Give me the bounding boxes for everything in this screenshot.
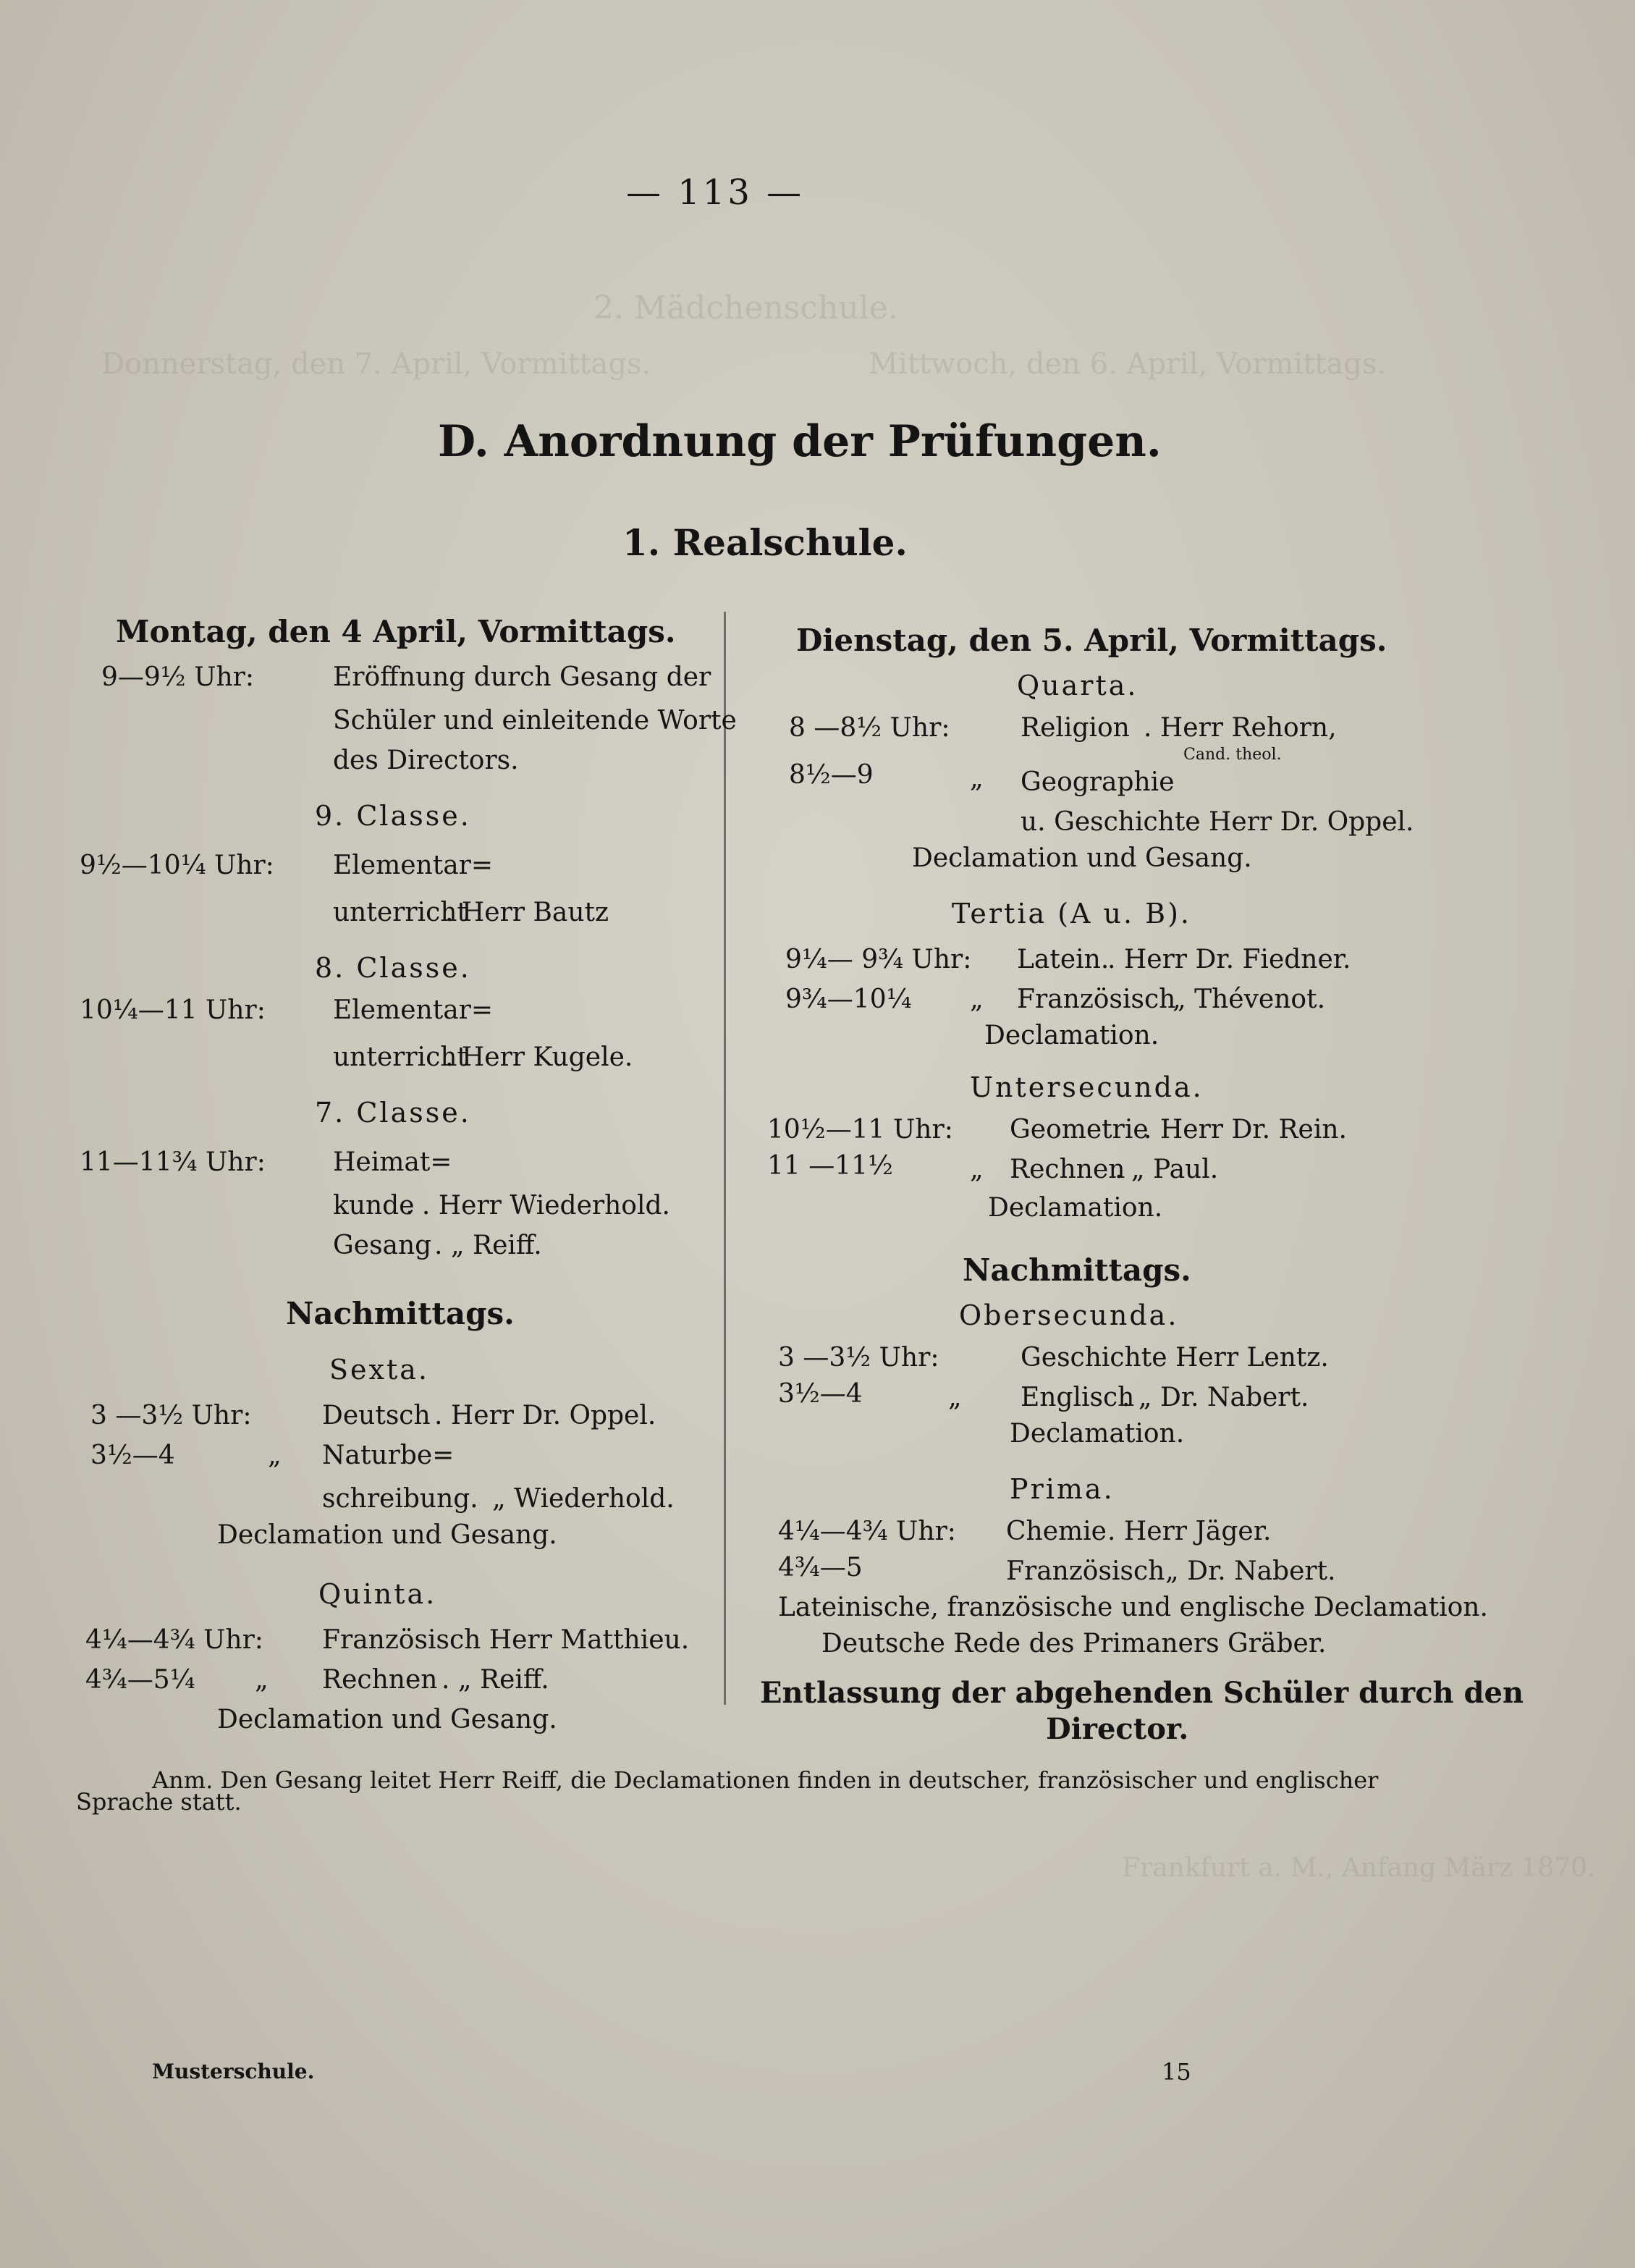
declamation: Declamation. <box>984 1021 1159 1050</box>
teacher: „ Dr. Nabert. <box>1165 1556 1336 1586</box>
teacher: . Herr Jäger. <box>1107 1517 1272 1546</box>
class-heading-7: 7. Classe. <box>315 1097 471 1129</box>
class-heading-untersecunda: Untersecunda. <box>970 1071 1204 1103</box>
time-label: 9¾—10¼ <box>785 985 912 1014</box>
class-heading-8: 8. Classe. <box>315 952 471 984</box>
bleed-through-text: Mittwoch, den 6. April, Vormittags. <box>869 347 1387 381</box>
opening-text: Eröffnung durch Gesang der <box>333 662 711 692</box>
teacher: . „ Paul. <box>1115 1155 1219 1184</box>
class-heading-prima: Prima. <box>1010 1473 1115 1505</box>
subject: Heimat= <box>333 1147 452 1177</box>
time-label: 4¾—5 <box>778 1553 863 1582</box>
page-title: D. Anordnung der Prüfungen. <box>438 416 1162 467</box>
teacher: . . Herr Wiederhold. <box>405 1191 670 1221</box>
time-label: 11—11¾ Uhr: <box>80 1147 266 1177</box>
teacher: . Herr Dr. Rein. <box>1144 1115 1348 1144</box>
time-label: 9¼— 9¾ Uhr: <box>785 945 972 974</box>
class-heading-9: 9. Classe. <box>315 800 471 832</box>
declamation: Declamation. <box>1010 1419 1185 1449</box>
teacher: „ Wiederhold. <box>492 1484 675 1514</box>
subject: u. Geschichte Herr Dr. Oppel. <box>1021 807 1414 837</box>
class-heading-tertia: Tertia (A u. B). <box>952 898 1192 929</box>
subject: Französisch <box>1006 1556 1165 1586</box>
subject: Geometrie <box>1010 1115 1149 1144</box>
time-label: 4¼—4¾ Uhr: <box>778 1517 956 1546</box>
day-heading-tuesday: Dienstag, den 5. April, Vormittags. <box>796 623 1387 658</box>
footer-signature-mark: Musterschule. <box>152 2060 315 2083</box>
subject: Chemie <box>1006 1517 1107 1546</box>
teacher: . Herr Dr. Oppel. <box>434 1401 656 1430</box>
teacher: „ Thévenot. <box>1173 985 1326 1014</box>
bleed-through-text: Donnerstag, den 7. April, Vormittags. <box>101 347 651 381</box>
subject: kunde <box>333 1191 415 1221</box>
ditto-mark: „ <box>255 1665 269 1695</box>
class-heading-quinta: Quinta. <box>318 1578 437 1610</box>
subject: Englisch <box>1021 1383 1135 1412</box>
class-heading-sexta: Sexta. <box>329 1354 429 1386</box>
declamation: Declamation und Gesang. <box>912 843 1252 873</box>
subject: unterricht <box>333 898 468 927</box>
time-label: 3½—4 <box>778 1379 863 1409</box>
remark-note: Anm. Den Gesang leitet Herr Reiff, die Declamationen finden in deutscher, französischer und englischer <box>152 1766 1379 1794</box>
declamation: Declamation. <box>988 1193 1163 1223</box>
subject: Französisch Herr Matthieu. <box>322 1625 690 1655</box>
teacher: . „ Dr. Nabert. <box>1122 1383 1309 1412</box>
section-heading: 1. Realschule. <box>622 521 908 564</box>
teacher: . Herr Dr. Fiedner. <box>1107 945 1351 974</box>
subject: Latein. <box>1017 945 1110 974</box>
opening-text: des Directors. <box>333 746 519 775</box>
time-label: 10½—11 Uhr: <box>767 1115 953 1144</box>
time-label: 3 —3½ Uhr: <box>778 1343 939 1373</box>
time-label: 9—9½ Uhr: <box>101 662 255 692</box>
teacher: . Herr Rehorn, <box>1144 713 1337 743</box>
time-label: 4¾—5¼ <box>85 1665 195 1695</box>
declamation: Declamation und Gesang. <box>217 1520 557 1550</box>
page-number: — 113 — <box>626 172 805 213</box>
declamation: Declamation und Gesang. <box>217 1705 557 1734</box>
subject: schreibung. <box>322 1484 478 1514</box>
time-label: 9½—10¼ Uhr: <box>80 851 274 880</box>
teacher: . „ Reiff. <box>434 1231 542 1260</box>
afternoon-heading: Nachmittags. <box>286 1296 515 1331</box>
opening-text: Schüler und einleitende Worte <box>333 706 737 735</box>
time-label: 3 —3½ Uhr: <box>90 1401 252 1430</box>
column-divider <box>724 612 726 1705</box>
subject: unterricht <box>333 1042 468 1072</box>
subject: Elementar= <box>333 851 494 880</box>
ditto-mark: „ <box>970 1155 984 1184</box>
ditto-mark: „ <box>970 985 984 1014</box>
bleed-through-text: Frankfurt a. M., Anfang März 1870. <box>1122 1853 1596 1883</box>
subject: Rechnen <box>322 1665 438 1695</box>
subject: Französisch <box>1017 985 1176 1014</box>
subject: Gesang <box>333 1231 432 1260</box>
time-label: 8½—9 <box>789 760 874 790</box>
time-label: 10¼—11 Uhr: <box>80 995 266 1025</box>
day-heading-monday: Montag, den 4 April, Vormittags. <box>116 614 676 649</box>
teacher: . Herr Kugele. <box>445 1042 633 1072</box>
declamation: Lateinische, französische und englische Declamation. <box>778 1593 1488 1622</box>
dismissal-heading: Entlassung der abgehenden Schüler durch den <box>760 1676 1524 1710</box>
afternoon-heading: Nachmittags. <box>963 1252 1191 1288</box>
ditto-mark: „ <box>970 764 984 793</box>
ditto-mark: „ <box>948 1383 962 1412</box>
subject: Elementar= <box>333 995 494 1025</box>
time-label: 11 —11½ <box>767 1151 893 1181</box>
subject: Rechnen <box>1010 1155 1125 1184</box>
subject: Naturbe= <box>322 1441 455 1470</box>
class-heading-obersecunda: Obersecunda. <box>959 1299 1179 1331</box>
time-label: 3½—4 <box>90 1441 175 1470</box>
remark-note: Sprache statt. <box>76 1788 242 1816</box>
class-heading-quarta: Quarta. <box>1017 670 1138 701</box>
sheet-number: 15 <box>1162 2058 1191 2086</box>
teacher: . Herr Bautz <box>445 898 609 927</box>
time-label: 8 —8½ Uhr: <box>789 713 950 743</box>
ditto-mark: „ <box>268 1441 282 1470</box>
subject: Deutsch <box>322 1401 431 1430</box>
subject: Religion <box>1021 713 1130 743</box>
subject: Geschichte Herr Lentz. <box>1021 1343 1329 1373</box>
bleed-through-text: 2. Mädchenschule. <box>593 290 898 326</box>
teacher-title: Cand. theol. <box>1183 746 1282 764</box>
teacher: . „ Reiff. <box>442 1665 549 1695</box>
dismissal-heading: Director. <box>1046 1712 1189 1746</box>
declamation: Deutsche Rede des Primaners Gräber. <box>821 1629 1327 1658</box>
time-label: 4¼—4¾ Uhr: <box>85 1625 263 1655</box>
subject: Geographie <box>1021 767 1175 797</box>
